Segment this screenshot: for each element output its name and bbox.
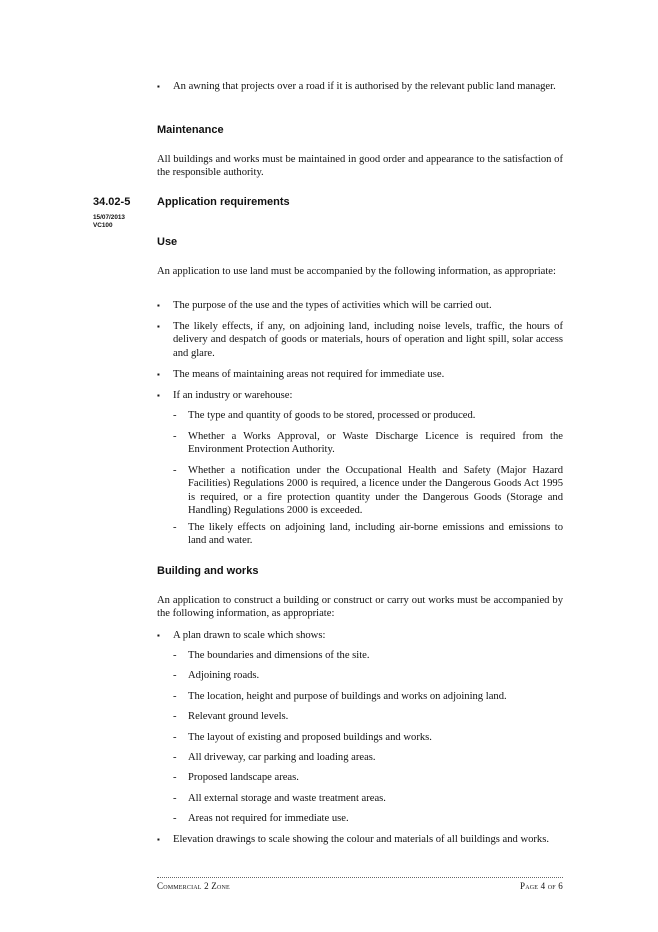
sub-list-item-text: Whether a notification under the Occupational Health and Safety (Major Hazard Facilities) Regulations 2000 is required, a licence under the Dangerous Goods Act 1995 is required, or a fire protection quantity under the Dangerous Goods (Storage and Handling) Regulations 2000 is exceeded.	[188, 465, 563, 517]
dash-marker: -	[173, 793, 177, 804]
dash-marker: -	[173, 465, 177, 476]
sub-list-item-text: The layout of existing and proposed buildings and works.	[188, 732, 432, 743]
list-item-text: If an industry or warehouse:	[173, 390, 293, 401]
sub-list-item	[173, 751, 563, 764]
sub-list-item	[173, 771, 563, 784]
sub-list-item	[173, 812, 563, 825]
list-item-text: Elevation drawings to scale showing the colour and materials of all buildings and works.	[173, 834, 549, 845]
sub-list-item	[173, 409, 563, 422]
paragraph: All buildings and works must be maintained in good order and appearance to the satisfaction of the responsible authority.	[157, 154, 563, 179]
list-item	[157, 299, 563, 312]
clause-amendment: VC100	[93, 222, 113, 229]
list-item	[157, 320, 563, 360]
sub-list-item-text: All external storage and waste treatment areas.	[188, 793, 386, 804]
sub-list-item-text: The likely effects on adjoining land, including air-borne emissions and emissions to land and water.	[188, 522, 563, 547]
clause-date: 15/07/2013	[93, 214, 125, 221]
sub-list-item-text: The location, height and purpose of buildings and works on adjoining land.	[188, 691, 507, 702]
dash-marker: -	[173, 431, 177, 442]
sub-list-item	[173, 690, 563, 703]
list-item	[157, 833, 563, 846]
dash-marker: -	[173, 650, 177, 661]
paragraph: An application to use land must be accompanied by the following information, as appropriate:	[157, 266, 556, 277]
sub-list-item-text: The boundaries and dimensions of the site.	[188, 650, 370, 661]
list-item	[157, 368, 563, 381]
dash-marker: -	[173, 732, 177, 743]
list-item-text: The means of maintaining areas not required for immediate use.	[173, 369, 445, 380]
dash-marker: -	[173, 752, 177, 763]
bullet-marker: ▪	[157, 370, 160, 379]
dash-marker: -	[173, 772, 177, 783]
clause-title: Application requirements	[157, 196, 290, 208]
dash-marker: -	[173, 410, 177, 421]
footer-divider	[157, 877, 563, 878]
list-item-text: The purpose of the use and the types of activities which will be carried out.	[173, 300, 492, 311]
dash-marker: -	[173, 711, 177, 722]
sub-list-item	[173, 521, 563, 548]
sub-list-item	[173, 669, 563, 682]
bullet-marker: ▪	[157, 322, 160, 331]
bullet-marker: ▪	[157, 835, 160, 844]
sub-list-item-text: Whether a Works Approval, or Waste Discharge Licence is required from the Environment Protection Authority.	[188, 431, 563, 456]
sub-list-item-text: Proposed landscape areas.	[188, 772, 299, 783]
sub-list-item	[173, 731, 563, 744]
sub-list-item	[173, 430, 563, 457]
section-heading-use: Use	[157, 236, 178, 248]
section-heading-maintenance: Maintenance	[157, 124, 224, 136]
dash-marker: -	[173, 691, 177, 702]
footer-page-number: Page 4 of 6	[520, 881, 563, 891]
list-item-text: A plan drawn to scale which shows:	[173, 630, 326, 641]
bullet-marker: ▪	[157, 301, 160, 310]
sub-list-item-text: Areas not required for immediate use.	[188, 813, 349, 824]
dash-marker: -	[173, 670, 177, 681]
list-item-text: The likely effects, if any, on adjoining land, including noise levels, traffic, the hours of delivery and despatch of goods or materials, hours of operation and light spill, solar access and glare.	[173, 321, 563, 359]
sub-list-item	[173, 464, 563, 518]
sub-list-item	[173, 792, 563, 805]
list-item	[157, 629, 563, 642]
list-item	[157, 80, 563, 93]
list-item-text: An awning that projects over a road if it is authorised by the relevant public land manager.	[173, 81, 556, 92]
footer-document-title: Commercial 2 Zone	[157, 881, 230, 891]
bullet-marker: ▪	[157, 82, 160, 91]
dash-marker: -	[173, 522, 177, 533]
section-heading-building-and-works: Building and works	[157, 565, 259, 577]
sub-list-item	[173, 649, 563, 662]
dash-marker: -	[173, 813, 177, 824]
sub-list-item-text: Adjoining roads.	[188, 670, 260, 681]
bullet-marker: ▪	[157, 391, 160, 400]
sub-list-item	[173, 710, 563, 723]
bullet-marker: ▪	[157, 631, 160, 640]
sub-list-item-text: Relevant ground levels.	[188, 711, 289, 722]
clause-number: 34.02-5	[93, 196, 131, 208]
sub-list-item-text: The type and quantity of goods to be stored, processed or produced.	[188, 410, 476, 421]
sub-list-item-text: All driveway, car parking and loading areas.	[188, 752, 376, 763]
list-item	[157, 389, 563, 402]
paragraph: An application to construct a building or construct or carry out works must be accompanied by the following information, as appropriate:	[157, 595, 563, 620]
